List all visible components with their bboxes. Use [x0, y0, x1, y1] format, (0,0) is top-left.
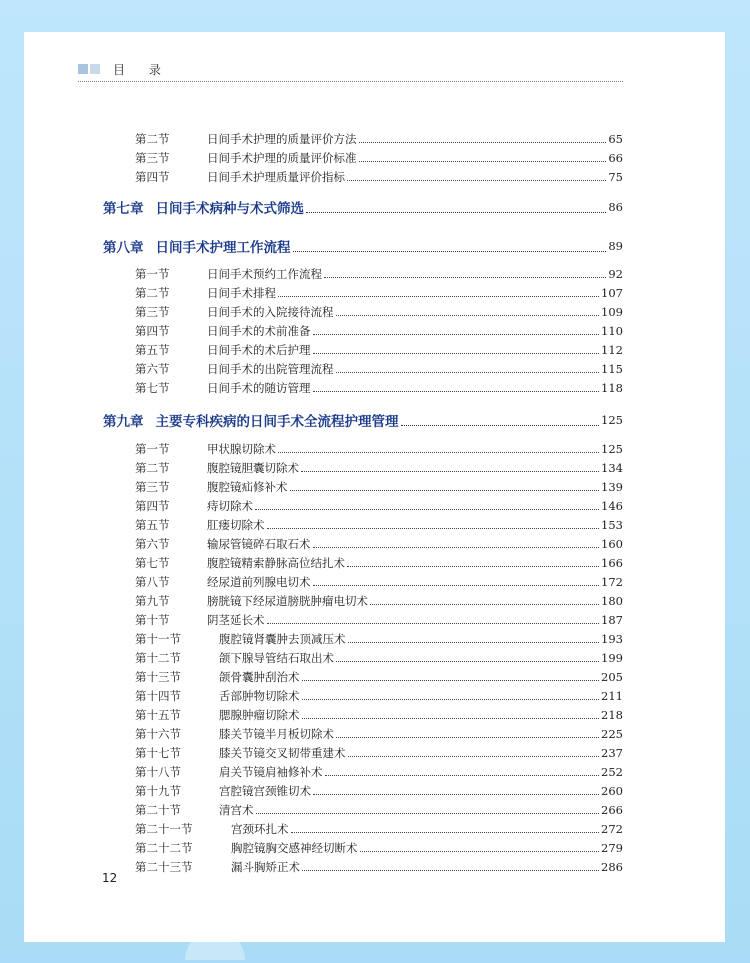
section-number: 第十一节 — [135, 632, 181, 646]
section-number: 第二节 — [135, 132, 170, 146]
toc-section-entry[interactable] — [135, 726, 623, 742]
page-reference: 225 — [601, 727, 623, 741]
chapter-number: 第八章 — [103, 240, 144, 256]
section-number: 第十三节 — [135, 670, 181, 684]
section-number: 第十五节 — [135, 708, 181, 722]
section-number: 第二节 — [135, 286, 170, 300]
dot-leader — [336, 371, 600, 373]
toc-section-entry[interactable] — [135, 764, 623, 780]
toc-section-entry[interactable] — [135, 304, 623, 320]
page-reference: 180 — [601, 594, 623, 608]
dot-leader — [278, 295, 599, 297]
section-title: 日间手术护理的质量评价方法 — [207, 132, 357, 146]
section-number: 第六节 — [135, 537, 170, 551]
page-reference: 92 — [608, 267, 623, 281]
dot-leader — [313, 352, 600, 354]
header-title: 目 录 — [113, 63, 171, 77]
section-number: 第五节 — [135, 518, 170, 532]
dot-leader — [302, 698, 600, 700]
page-reference: 134 — [601, 461, 623, 475]
page-reference: 153 — [601, 518, 623, 532]
section-number: 第二十一节 — [135, 822, 193, 836]
page-reference: 279 — [601, 841, 623, 855]
dot-leader — [293, 250, 607, 252]
toc-section-entry[interactable] — [135, 821, 623, 837]
toc-chapter-entry[interactable] — [103, 410, 623, 430]
dot-leader — [313, 546, 600, 548]
section-number: 第十七节 — [135, 746, 181, 760]
section-number: 第二十二节 — [135, 841, 193, 855]
section-title: 宫腔镜宫颈锥切术 — [219, 784, 311, 798]
dot-leader — [359, 160, 607, 162]
chapter-number: 第九章 — [103, 414, 144, 430]
page-reference: 252 — [601, 765, 623, 779]
section-number: 第二十三节 — [135, 860, 193, 874]
section-number: 第二十节 — [135, 803, 181, 817]
section-title: 肩关节镜肩袖修补术 — [219, 765, 323, 779]
dot-leader — [255, 508, 599, 510]
toc-section-entry[interactable] — [135, 859, 623, 875]
section-number: 第九节 — [135, 594, 170, 608]
section-title: 颌骨囊肿刮治术 — [219, 670, 300, 684]
toc-section-entry[interactable] — [135, 266, 623, 282]
toc-section-entry[interactable] — [135, 650, 623, 666]
section-title: 日间手术排程 — [207, 286, 276, 300]
toc-section-entry[interactable] — [135, 150, 623, 166]
section-title: 腹腔镜疝修补术 — [207, 480, 288, 494]
dot-leader — [324, 276, 606, 278]
toc-chapter-entry[interactable] — [103, 197, 623, 217]
section-title: 甲状腺切除术 — [207, 442, 276, 456]
section-title: 膝关节镜半月板切除术 — [219, 727, 334, 741]
section-title: 腹腔镜胆囊切除术 — [207, 461, 299, 475]
toc-section-entry[interactable] — [135, 555, 623, 571]
toc-section-entry[interactable] — [135, 612, 623, 628]
dot-leader — [360, 850, 600, 852]
page-reference: 160 — [601, 537, 623, 551]
toc-section-entry[interactable] — [135, 479, 623, 495]
section-number: 第一节 — [135, 267, 170, 281]
section-number: 第十节 — [135, 613, 170, 627]
section-title: 漏斗胸矫正术 — [231, 860, 300, 874]
toc-section-entry[interactable] — [135, 593, 623, 609]
toc-section-entry[interactable] — [135, 783, 623, 799]
section-title: 宫颈环扎术 — [231, 822, 289, 836]
toc-section-entry[interactable] — [135, 342, 623, 358]
section-number: 第十二节 — [135, 651, 181, 665]
section-title: 日间手术护理质量评价指标 — [207, 170, 345, 184]
section-number: 第七节 — [135, 556, 170, 570]
section-title: 腹腔镜肾囊肿去顶减压术 — [219, 632, 346, 646]
toc-section-entry[interactable] — [135, 536, 623, 552]
section-title: 日间手术护理的质量评价标准 — [207, 151, 357, 165]
page-reference: 66 — [608, 151, 623, 165]
dot-leader — [313, 584, 600, 586]
dot-leader — [256, 812, 600, 814]
section-title: 日间手术的随访管理 — [207, 381, 311, 395]
dot-leader — [401, 424, 600, 426]
dot-leader — [359, 141, 607, 143]
chapter-title: 主要专科疾病的日间手术全流程护理管理 — [155, 414, 399, 430]
dot-leader — [370, 603, 599, 605]
section-number: 第六节 — [135, 362, 170, 376]
dot-leader — [267, 527, 600, 529]
page-reference: 118 — [601, 381, 623, 395]
dot-leader — [336, 314, 600, 316]
dot-leader — [302, 679, 600, 681]
dot-leader — [302, 869, 599, 871]
page-reference: 172 — [601, 575, 623, 589]
section-title: 胸腔镜胸交感神经切断术 — [231, 841, 358, 855]
section-title: 输尿管镜碎石取石术 — [207, 537, 311, 551]
section-number: 第四节 — [135, 170, 170, 184]
toc-section-entry[interactable] — [135, 323, 623, 339]
page-reference: 110 — [601, 324, 623, 338]
chapter-title: 日间手术病种与术式筛选 — [155, 201, 304, 217]
section-title: 日间手术的入院接待流程 — [207, 305, 334, 319]
dot-leader — [347, 565, 599, 567]
dot-leader — [302, 717, 600, 719]
toc-section-entry[interactable] — [135, 840, 623, 856]
dot-leader — [313, 333, 600, 335]
page-reference: 218 — [601, 708, 623, 722]
section-number: 第十四节 — [135, 689, 181, 703]
toc-section-entry[interactable] — [135, 688, 623, 704]
page-reference: 75 — [608, 170, 623, 184]
section-title: 腹腔镜精索静脉高位结扎术 — [207, 556, 345, 570]
dot-leader — [348, 641, 600, 643]
toc-section-entry[interactable] — [135, 131, 623, 147]
dot-leader — [347, 179, 606, 181]
section-title: 日间手术的术前准备 — [207, 324, 311, 338]
toc-chapter-entry[interactable] — [103, 236, 623, 256]
page-reference: 205 — [601, 670, 623, 684]
toc-section-entry[interactable] — [135, 460, 623, 476]
page-reference: 125 — [601, 442, 623, 456]
page-reference: 199 — [601, 651, 623, 665]
toc-section-entry[interactable] — [135, 517, 623, 533]
chapter-number: 第七章 — [103, 201, 144, 217]
page-reference: 187 — [601, 613, 623, 627]
section-number: 第四节 — [135, 324, 170, 338]
section-title: 腮腺肿瘤切除术 — [219, 708, 300, 722]
toc-section-entry[interactable] — [135, 631, 623, 647]
dot-leader — [348, 755, 600, 757]
page-reference: 237 — [601, 746, 623, 760]
page-reference: 260 — [601, 784, 623, 798]
toc-section-entry[interactable] — [135, 441, 623, 457]
page-reference: 65 — [608, 132, 623, 146]
dot-leader — [291, 831, 600, 833]
page-number: 12 — [102, 871, 118, 885]
section-number: 第十六节 — [135, 727, 181, 741]
toc-section-entry[interactable] — [135, 669, 623, 685]
section-number: 第四节 — [135, 499, 170, 513]
dot-leader — [313, 793, 599, 795]
page-reference: 89 — [608, 239, 623, 253]
toc-section-entry[interactable] — [135, 745, 623, 761]
page-reference: 146 — [601, 499, 623, 513]
section-number: 第二节 — [135, 461, 170, 475]
section-number: 第十八节 — [135, 765, 181, 779]
toc-section-entry[interactable] — [135, 169, 623, 185]
page-reference: 109 — [601, 305, 623, 319]
dot-leader — [267, 622, 600, 624]
page-reference: 125 — [601, 413, 623, 427]
toc-section-entry[interactable] — [135, 285, 623, 301]
dot-leader — [290, 489, 600, 491]
section-title: 膀胱镜下经尿道膀胱肿瘤电切术 — [207, 594, 368, 608]
page-reference: 107 — [601, 286, 623, 300]
dot-leader — [306, 211, 606, 213]
toc-section-entry[interactable] — [135, 802, 623, 818]
section-title: 舌部肿物切除术 — [219, 689, 300, 703]
page-reference: 112 — [601, 343, 623, 357]
dot-leader — [301, 470, 599, 472]
page-reference: 115 — [601, 362, 623, 376]
dot-leader — [313, 390, 600, 392]
section-title: 痔切除术 — [207, 499, 253, 513]
section-number: 第十九节 — [135, 784, 181, 798]
page-reference: 266 — [601, 803, 623, 817]
section-title: 颌下腺导管结石取出术 — [219, 651, 334, 665]
dot-leader — [278, 451, 599, 453]
chapter-title: 日间手术护理工作流程 — [155, 240, 291, 256]
section-number: 第七节 — [135, 381, 170, 395]
page-reference: 166 — [601, 556, 623, 570]
toc-section-entry[interactable] — [135, 498, 623, 514]
toc-section-entry[interactable] — [135, 361, 623, 377]
dot-leader — [336, 660, 599, 662]
page-reference: 139 — [601, 480, 623, 494]
section-number: 第五节 — [135, 343, 170, 357]
section-number: 第一节 — [135, 442, 170, 456]
section-number: 第八节 — [135, 575, 170, 589]
section-title: 阴茎延长术 — [207, 613, 265, 627]
section-title: 日间手术的术后护理 — [207, 343, 311, 357]
section-number: 第三节 — [135, 305, 170, 319]
section-title: 日间手术的出院管理流程 — [207, 362, 334, 376]
page-reference: 272 — [601, 822, 623, 836]
page-reference: 193 — [601, 632, 623, 646]
dot-leader — [336, 736, 599, 738]
page-reference: 86 — [608, 200, 623, 214]
page-reference: 286 — [601, 860, 623, 874]
section-number: 第三节 — [135, 480, 170, 494]
dot-leader — [325, 774, 600, 776]
section-title: 日间手术预约工作流程 — [207, 267, 322, 281]
page-reference: 211 — [601, 689, 623, 703]
section-title: 清宫术 — [219, 803, 254, 817]
section-title: 经尿道前列腺电切术 — [207, 575, 311, 589]
section-title: 膝关节镜交叉韧带重建术 — [219, 746, 346, 760]
toc-section-entry[interactable] — [135, 707, 623, 723]
section-number: 第三节 — [135, 151, 170, 165]
toc-section-entry[interactable] — [135, 380, 623, 396]
section-title: 肛瘘切除术 — [207, 518, 265, 532]
toc-section-entry[interactable] — [135, 574, 623, 590]
